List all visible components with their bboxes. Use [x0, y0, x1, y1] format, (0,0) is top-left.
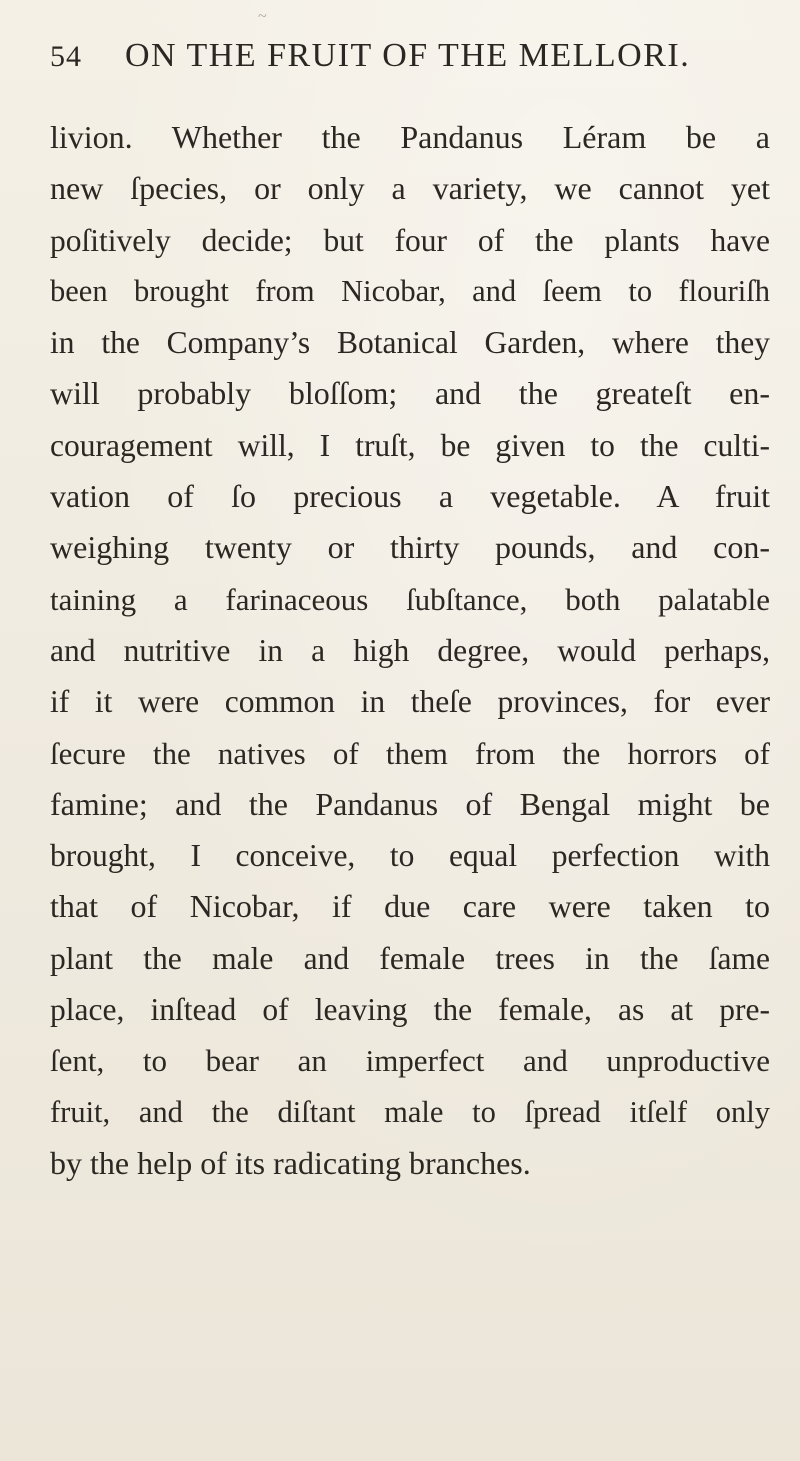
text-line: famine; and the Pandanus of Bengal might be — [50, 785, 770, 822]
text-line: in the Company’s Botanical Garden, where they — [50, 325, 770, 361]
page-number: 54 — [50, 40, 82, 73]
text-line: poſitively decide; but four of the plants have — [50, 222, 770, 258]
text-line: and nutritive in a high degree, would perhaps, — [50, 632, 770, 668]
text-line: livion. Whether the Pandanus Léram be a — [50, 119, 770, 155]
text-line: plant the male and female trees in the ſame — [50, 940, 770, 976]
text-line: weighing twenty or thirty pounds, and con- — [50, 529, 770, 566]
text-line: that of Nicobar, if due care were taken to — [50, 888, 770, 925]
text-line: ſecure the natives of them from the horrors of — [50, 735, 770, 771]
running-head: ON THE FRUIT OF THE MELLORI. — [125, 37, 691, 74]
text-line: brought, I conceive, to equal perfection with — [50, 838, 770, 874]
text-line: been brought from Nicobar, and ſeem to flouriſh — [50, 273, 770, 308]
text-line: taining a farinaceous ſubſtance, both palatable — [50, 581, 770, 617]
body-text — [50, 112, 770, 1189]
text-line: ſent, to bear an imperfect and unproductive — [50, 1043, 770, 1079]
text-line: fruit, and the diſtant male to ſpread itſelf only — [50, 1094, 770, 1129]
text-line: if it were common in theſe provinces, for ever — [50, 684, 770, 720]
text-line: place, inſtead of leaving the female, as at pre- — [50, 992, 770, 1028]
text-line: by the help of its radicating branches. — [50, 1144, 531, 1181]
ink-mark: ~ — [258, 8, 267, 25]
text-line: new ſpecies, or only a variety, we cannot yet — [50, 170, 770, 207]
text-line: couragement will, I truſt, be given to the culti- — [50, 427, 770, 463]
page-header — [50, 37, 770, 90]
text-line: will probably bloſſom; and the greateſt en- — [50, 375, 770, 412]
text-line: vation of ſo precious a vegetable. A fruit — [50, 478, 770, 515]
